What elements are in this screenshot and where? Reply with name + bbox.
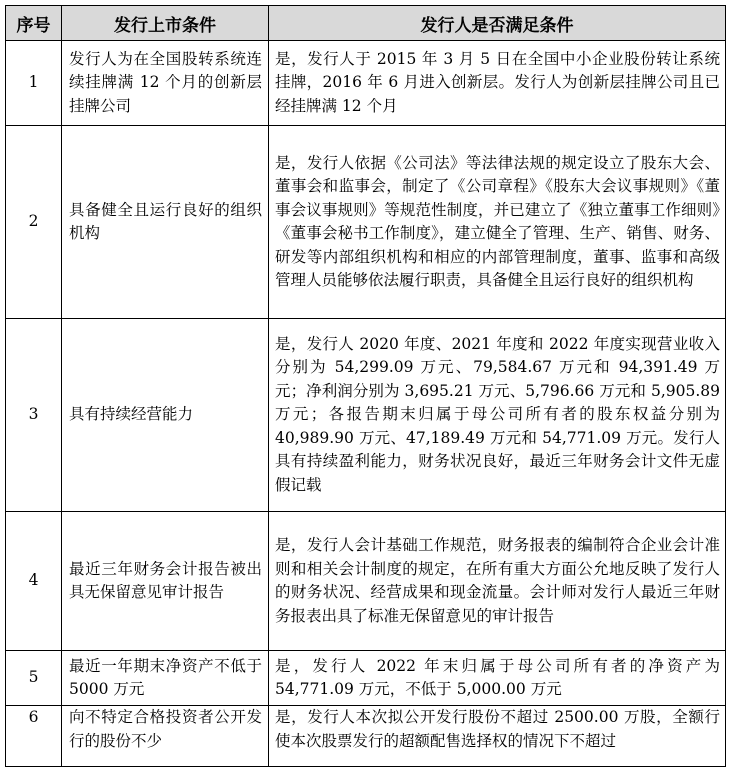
condition-cell: 最近一年期末净资产不低于 5000 万元 — [62, 651, 269, 706]
status-cell: 是，发行人本次拟公开发行股份不超过 2500.00 万股，全额行使本次股票发行的超额配售选择权的情况下不超过 — [269, 706, 726, 767]
table-row — [6, 512, 726, 651]
listing-conditions-table — [5, 5, 726, 767]
status-cell: 是，发行人依据《公司法》等法律法规的规定设立了股东大会、董事会和监事会，制定了《公司章程》《股东大会议事规则》《董事会议事规则》等规范性制度，并已建立了《独立董事工作细则》《董事会秘书工作制度》，建立健全了管理、生产、销售、财务、研发等内部组织机构和相应的内部管理制度，董事、监事和高级管理人员能够依法履行职责，具备健全且运行良好的组织机构 — [269, 126, 726, 319]
table-header-row — [6, 6, 726, 41]
row-number: 2 — [6, 126, 62, 319]
condition-cell: 具有持续经营能力 — [62, 319, 269, 512]
condition-cell: 发行人为在全国股转系统连续挂牌满 12 个月的创新层挂牌公司 — [62, 41, 269, 126]
status-cell: 是，发行人 2022 年末归属于母公司所有者的净资产为 54,771.09 万元，不低于 5,000.00 万元 — [269, 651, 726, 706]
header-satisfaction-status: 发行人是否满足条件 — [269, 6, 726, 41]
table-row — [6, 41, 726, 126]
status-cell: 是，发行人 2020 年度、2021 年度和 2022 年度实现营业收入分别为 54,299.09 万元、79,584.67 万元和 94,391.49 万元；净利润分别为 3,695.21 万元、5,796.66 万元和 5,905.89 万元；各报告期末归属于母公司所有者的股东权益分别为 40,989.90 万元、47,189.49 万元和 54,771.09 万元。发行人具有持续盈利能力，财务状况良好，最近三年财务会计文件无虚假记载 — [269, 319, 726, 512]
table-row — [6, 706, 726, 767]
condition-cell: 最近三年财务会计报告被出具无保留意见审计报告 — [62, 512, 269, 651]
status-cell: 是，发行人会计基础工作规范，财务报表的编制符合企业会计准则和相关会计制度的规定，在所有重大方面公允地反映了发行人的财务状况、经营成果和现金流量。会计师对发行人最近三年财务报表出具了标准无保留意见的审计报告 — [269, 512, 726, 651]
condition-cell: 具备健全且运行良好的组织机构 — [62, 126, 269, 319]
row-number: 5 — [6, 651, 62, 706]
row-number: 1 — [6, 41, 62, 126]
header-listing-condition: 发行上市条件 — [62, 6, 269, 41]
table-row — [6, 126, 726, 319]
condition-cell: 向不特定合格投资者公开发行的股份不少 — [62, 706, 269, 767]
status-cell: 是，发行人于 2015 年 3 月 5 日在全国中小企业股份转让系统挂牌，2016 年 6 月进入创新层。发行人为创新层挂牌公司且已经挂牌满 12 个月 — [269, 41, 726, 126]
row-number: 4 — [6, 512, 62, 651]
row-number: 6 — [6, 706, 62, 767]
header-serial-number: 序号 — [6, 6, 62, 41]
table-row — [6, 651, 726, 706]
row-number: 3 — [6, 319, 62, 512]
table-row — [6, 319, 726, 512]
